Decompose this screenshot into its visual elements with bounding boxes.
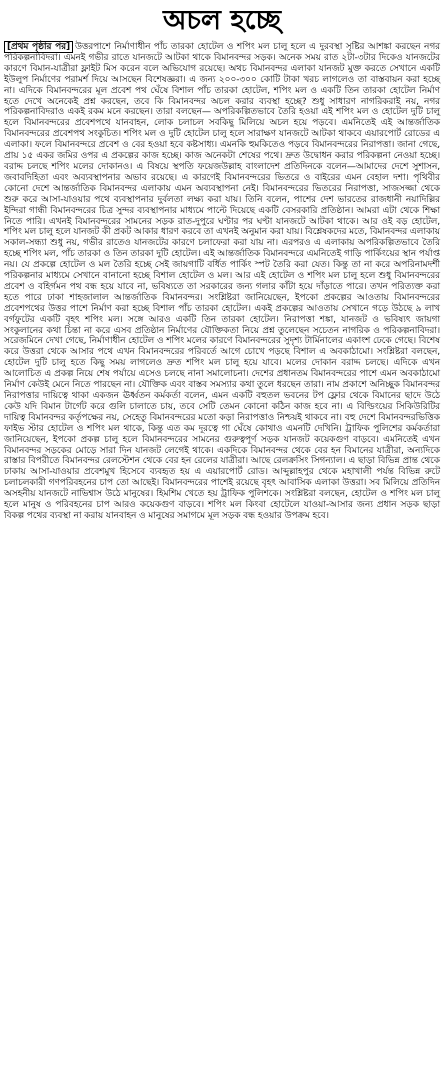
article-body — [4, 42, 440, 522]
paragraph-text: উত্তরপাশে নির্মাণাধীন পাঁচ তারকা হোটেল ও শপিং মল চালু হলে এ দুরবস্থা সৃষ্টির আশঙ্কা করছেন নগর পরিকল্পনাবিদরা। এমনই গভীর রাতে যানজটে আটকা থাকে বিমানবন্দর সড়ক। অনেক সময় রাত ২টা-৩টার দিকেও যানজটের কারণে বিমান-যাত্রীরা ফ্লাইট মিস করেন বলে অভিযোগ রয়েছে। অথচ বিমানবন্দর এলাকা যানজট মুক্ত করতে সেখানে একটি ইউলুপ নির্মাণের পরামর্শ দিয়ে আসছেন বিশেষজ্ঞরা। এ জন্য ২০০-৩০০ কোটি টাকা খরচ লাগলেও তা বাস্তবায়ন করা হচ্ছে না। এদিকে বিমানবন্দরের মূল প্রবেশ পথ ঘেঁষে বিশাল পাঁচ তারকা হোটেল, শপিং মল ও একটি তিন তারকা হোটেল নির্মাণ হতে দেখে অনেকেই প্রশ্ন করছেন, তবে কি বিমানবন্দর অচল করার ব্যবস্থা হচ্ছে? শুধু সাধারণ নাগরিকরাই নয়, নগর পরিকল্পনাবিদরাও একই রকম মনে করছেন। তারা বলছেন— অপরিকল্পিতভাবে তৈরি হওয়া এই শপিং মল ও হোটেল দুটি চালু হলে বিমানবন্দরের প্রবেশপথে যানবাহন, লোক চলাচল সবকিছু মিলিয়ে অচল হয়ে পড়বে। এমনিতেই এই আন্তর্জাতিক বিমানবন্দরের প্রবেশপথ সংকুচিত। শপিং মল ও দুটি হোটেল চালু হলে সারাক্ষণ যানজটে আটকা থাকবে এয়ারপোর্ট রোডের এ এলাকা। ফলে বিমানবন্দরে প্রবেশ ও বের হওয়া হবে কষ্টসাধ্য। এমনকি হুমকিতেও পড়বে বিমানবন্দরের নিরাপত্তা। জানা গেছে, প্রায় ১৫ একর জমির ওপর এ প্রকল্পের কাজ হচ্ছে। কাজ অনেকটা শেষের পথে। দ্রুত উদ্বোধন করার পরিকল্পনা নেওয়া হচ্ছে। বরাদ্দ চলছে শপিং মলের দোকানও। এ বিষয়ে স্থপতি ফয়েজউল্লাহ বাংলাদেশ প্রতিদিনকে বলেন—আমাদের দেশে সুশাসন, জবাবদিহিতা এবং অব্যবস্থাপনার অভাব রয়েছে। এ কারণেই বিমানবন্দরের ভিতরে ও বাইরের এমন বেহাল দশা। পৃথিবীর কোনো দেশে আন্তর্জাতিক বিমানবন্দর এলাকায় এমন অব্যবস্থাপনা নেই। বিমানবন্দরের ভিতরের নিরাপত্তা, সাজসজ্জা থেকে শুরু করে আসা-যাওয়ার পথে ব্যবস্থাপনার দুর্বলতা লক্ষ্য করা যায়। তিনি বলেন, পাশের দেশ ভারতের রাজধানী নয়াদিল্লির ইন্দিরা গান্ধী বিমানবন্দরের চিত্র সুন্দর ব্যবস্থাপনার মাধ্যমে পাল্টে দিয়েছে একটি বেসরকারি প্রতিষ্ঠান। আমরা এটা থেকে শিক্ষা নিতে পারি। এখনই বিমানবন্দরের সামনের সড়ক রাত-দুপুরে ঘণ্টার পর ঘণ্টা যানজটে আটকা থাকে। আর ওই বড় হোটেল, শপিং মল চালু হলে যানজট কী প্রকট আকার ধারণ করবে তা এখনই অনুমান করা যায়। বিশ্লেষকদের মতে, বিমানবন্দর এলাকায় সকাল-সন্ধ্যা শুধু নয়, গভীর রাতেও যানজটের কারণে চলাফেরা করা যায় না। এরপরও এ এলাকায় অপরিকল্পিতভাবে তৈরি হচ্ছে শপিং মল, পাঁচ তারকা ও তিন তারকা দুটি হোটেল। এই আন্তর্জাতিক বিমানবন্দরে এমনিতেই গাড়ি পার্কিংয়ের স্থান পর্যাপ্ত নয়। যে প্রকল্পে হোটেল ও মল তৈরি হচ্ছে সেই জায়গাটি বর্ধিত পার্কিং স্পট তৈরি করা যেত। কিন্তু তা না করে অপরিনামদর্শী পরিকল্পনার মাধ্যমে সেখানে বানানো হচ্ছে বিশাল হোটেল ও মল। আর এই হোটেল ও শপিং মল চালু হলে শুধু বিমানবন্দরের প্রবেশ ও বহির্গমন পথ বন্ধ হয়ে যাবে না, ভবিষ্যতে তা সরকারের জন্য গলার কাঁটা হয়ে দাঁড়াতে পারে। তখন পরিত্যক্ত করা হতে পারে ঢাকা শাহজালাল আন্তর্জাতিক বিমানবন্দর। সংশ্লিষ্টরা জানিয়েছেন, ইপকো প্রকল্পের আওতায় বিমানবন্দরের প্রবেশপথের উত্তর পাশে নির্মাণ করা হচ্ছে বিশাল পাঁচ তারকা হোটেল। একই প্রকল্পের আওতায় সেখানে গড়ে উঠছে ৯ লাখ বর্গফুটের একটি বৃহৎ শপিং মল। সঙ্গে আরও একটি তিন তারকা হোটেল। নিরাপত্তা শঙ্কা, যানজট ও ভবিষ্যৎ জায়গা সংকুলানের কথা চিন্তা না করে এসব প্রতিষ্ঠান নির্মাণের যৌক্তিকতা নিয়ে প্রশ্ন তুলেছেন সচেতন নাগরিক ও পরিকল্পনাবিদরা। সরেজমিনে দেখা গেছে, নির্মাণাধীন হোটেল ও শপিং মলের কারণে বিমানবন্দরের সুদৃশ্য টার্মিনালের একাংশ ঢেকে গেছে। বিশেষ করে উত্তরা থেকে আসার পথে এখন বিমানবন্দরের পরিবর্তে আগে চোখে পড়ছে বিশাল এ অবকাঠামো। সংশ্লিষ্টরা বলছেন, হোটেল দুটি চালু হতে কিছু সময় লাগলেও দ্রুত শপিং মল চালু হয়ে যাবে। মলের দোকান বরাদ্দ চলছে। এদিকে এখন আলোচিত এ প্রকল্প নিয়ে শেষ পর্যায়ে এসেও চলছে নানা সমালোচনা। দেশের প্রধানতম বিমানবন্দরের পাশে এমন অবকাঠামো নির্মাণ কেউই মেনে নিতে পারছেন না। যৌক্তিক এবং বাস্তব সমস্যার কথা তুলে ধরছেন তারা। নাম প্রকাশে অনিচ্ছুক বিমানবন্দর নিরাপত্তার দায়িত্বে থাকা একজন ঊর্ধ্বতন কর্মকর্তা বলেন, এমন একটি বহুতল ভবনের টপ ফ্লোর থেকে বিমানের ছাদে উঠে কেউ যদি বিমান টার্গেট করে গুলি চালাতে চায়, তবে সেটি তেমন কোনো কঠিন কাজ হবে না। এ বিল্ডিংয়ের সিকিউরিটির দায়িত্ব বিমানবন্দর কর্তৃপক্ষের নয়, সেহেতু বিমানবন্দরের মতো কড়া নিরাপত্তাও নিশ্চয়ই থাকবে না। বহু দেশে বিমানবন্দরভিত্তিক ফাইভ স্টার হোটেল ও শপিং মল থাকে, কিন্তু এত কম দূরত্বে গা ঘেঁষে কোথাও এমনটি দেখিনি। ট্রাফিক পুলিশের কর্মকর্তারা জানিয়েছেন, ইপকো প্রকল্প চালু হলে বিমানবন্দরের সামনের গুরুত্বপূর্ণ সড়ক যানজট কয়েকগুণ বাড়বে। এমনিতেই এখন বিমানবন্দর সড়কের মোড়ে সারা দিন যানজট লেগেই থাকে। একদিকে বিমানবন্দর থেকে বের হন বিমানের যাত্রীরা, অন্যদিকে রাস্তার বিপরীতে বিমানবন্দর রেলস্টেশন থেকে বের হন রেলের যাত্রীরা। আছে রেলক্রসিং সিগন্যাল। এ ছাড়া বিভিন্ন প্রান্ত থেকে ঢাকায় আসা-যাওয়ার প্রবেশমুখ হিসেবে ব্যবহৃত হয় এ এয়ারপোর্ট রোড। আব্দুল্লাহপুর থেকে মহাখালী পর্যন্ত বিভিন্ন রুটে চলাচলকারী গণপরিবহনের চাপ তো আছেই। বিমানবন্দরের পাশেই রয়েছে বৃহৎ আবাসিক এলাকা উত্তরা। সব মিলিয়ে প্রতিদিন অসহনীয় যানজটে নাভিশ্বাস উঠে মানুষের। হিমশিম খেতে হয় ট্রাফিক পুলিশকে। সংশ্লিষ্টরা বলছেন, হোটেল ও শপিং মল চালু হলে মানুষ ও পরিবহনের চাপ আরও কয়েকগুণ বাড়বে। শপিং মল কিংবা হোটেলে যাওয়া-আসার জন্য প্রধান সড়ক ছাড়া বিকল্প পথের ব্যবস্থা না করায় যানবাহন ও মানুষের সমাগমে মূল সড়ক বন্ধ হওয়ার উপক্রম হবে। — [4, 42, 440, 521]
article-paragraph — [4, 42, 440, 522]
headline: অচল হচ্ছে — [162, 5, 282, 36]
continuation-label: [প্রথম পৃষ্ঠার পর] — [4, 41, 73, 53]
